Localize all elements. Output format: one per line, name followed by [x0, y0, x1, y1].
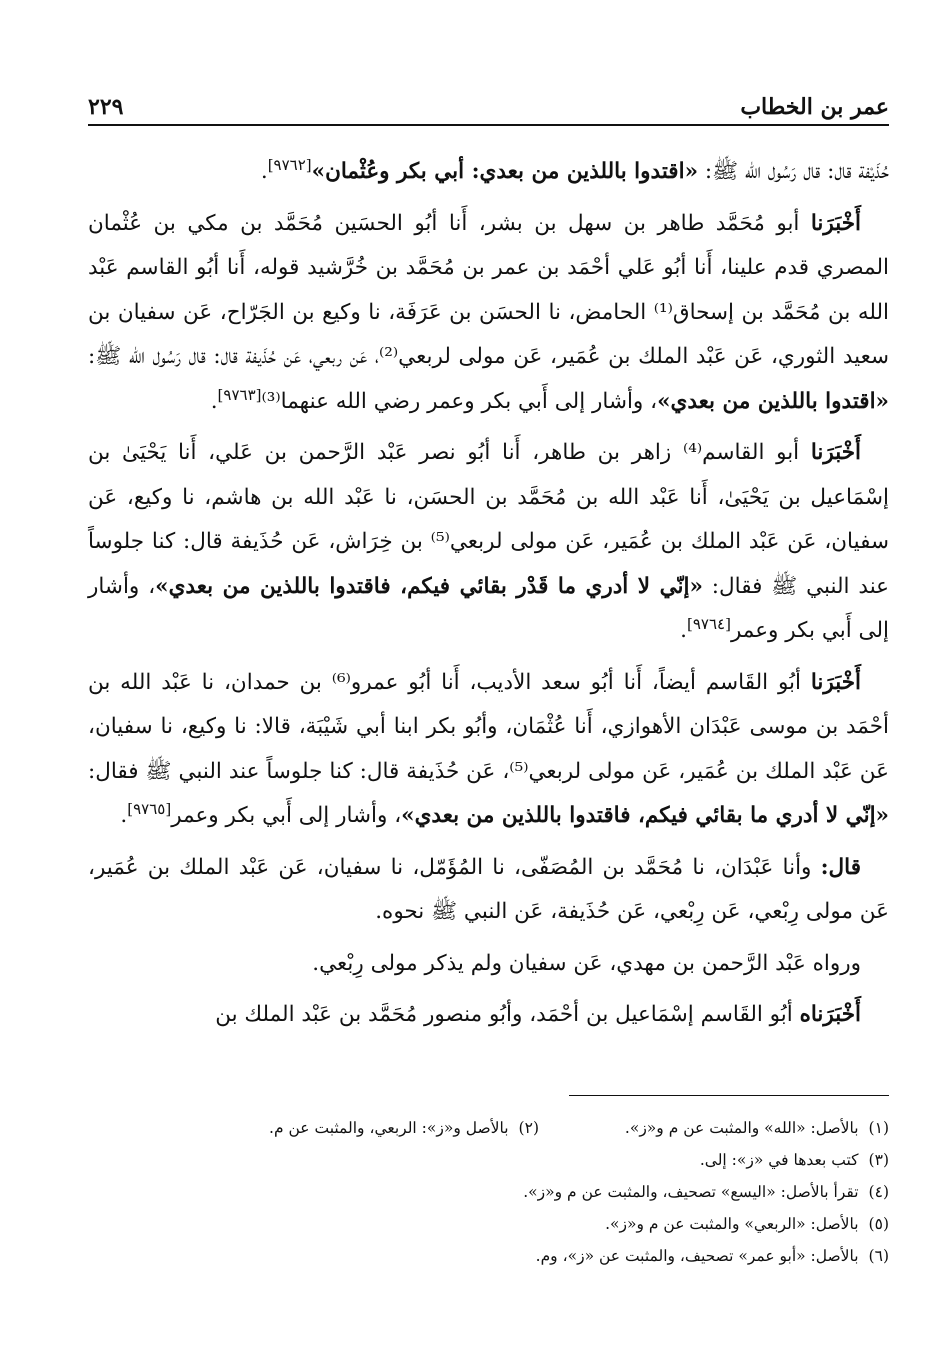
footnote-number: (٢): [518, 1119, 539, 1137]
footnote-5: [88, 1208, 889, 1240]
paragraph-text: ، وأشار إلى أَبي بكر وعمر: [171, 803, 402, 828]
paragraph-lead: أَخْبَرَنا: [810, 669, 861, 695]
paragraph-lead: قال:: [820, 854, 861, 880]
paragraph: [88, 150, 889, 195]
main-text: [88, 150, 889, 1045]
footnote-text: بالأصل و«ز»: الربعي، والمثبت عن م.: [269, 1119, 509, 1137]
paragraph: [88, 942, 889, 987]
paragraph-end: .: [680, 618, 687, 643]
paragraph-end: .: [210, 388, 218, 414]
hadith-number: [٩٧٦٥]: [127, 799, 172, 818]
footnote-text: تقرأ بالأصل: «اليسع» تصحيف، والمثبت عن م و«ز».: [523, 1183, 859, 1201]
footnote-number: (٥): [868, 1215, 889, 1233]
hadith-number: [٩٧٦٣]: [217, 385, 262, 404]
paragraph-text: ورواه عَبْد الرَّحمن بن مهدي، عَن سفيان ولم يذكر مولى رِبْعي.: [312, 950, 861, 976]
footnote-6: [88, 1240, 889, 1272]
footnote-1: [599, 1112, 889, 1144]
footnote-text: بالأصل: «الله» والمثبت عن م و«ز».: [624, 1119, 859, 1137]
footnote-number: (٦): [868, 1247, 889, 1265]
hadith-quote: «اقتدوا باللذين من بعدي»: [657, 388, 889, 414]
footnote-number: (٤): [868, 1183, 889, 1201]
hadith-quote: «اقتدوا باللذين من بعدي: أبي بكر وعُثْمان»: [311, 159, 699, 184]
hadith-quote: «إنّي لا أدري ما قَدْر بقائي فيكم، فاقتدوا باللذين من بعدي»: [155, 573, 703, 599]
paragraph-end: .: [260, 159, 268, 184]
paragraph-lead: أَخْبَرَنا: [810, 440, 861, 465]
paragraph: [88, 661, 889, 839]
page-number: ٢٢٩: [88, 94, 124, 120]
paragraph: [88, 993, 889, 1038]
hadith-number: [٩٧٦٤]: [686, 614, 731, 633]
footnotes: [88, 1112, 889, 1272]
paragraph: [88, 431, 889, 654]
paragraph-text: وأنا عَبْدَان، نا مُحَمَّد بن المُصَفّى، نا المُؤَمّل، نا سفيان، عَن عَبْد الملك بن عُمَير، عَن مولى رِبْعي، عَن رِبْعي، عَن حُذَيفة، عَن النبي ﷺ نحوه.: [88, 854, 889, 924]
paragraph: [88, 202, 889, 425]
paragraph: [88, 846, 889, 935]
paragraph-text: أبُو القَاسم إسْمَاعيل بن أحْمَد، وأبُو منصور مُحَمَّد بن عَبْد الملك بن: [215, 1002, 800, 1027]
paragraph-text: حُذَيْفة قال: قال رَسُول الله ﷺ:: [698, 159, 889, 184]
paragraph-text: أبو مُحَمَّد طاهر بن سهل بن بشر، أَنا أبُو الحسَين مُحَمَّد بن مكي بن عُثْمان المصري قدم علينا، أَنا أبُو عَلي أحْمَد بن عمر بن مُحَمَّد بن خُرَّشيد قوله، أَنا أبُو القاسم عَبْد الله بن مُحَمَّد بن إسحاق⁽¹⁾ الحامض، نا الحسَن بن عَرَفَة، نا وكيع بن الجَرّاح، عَن سفيان بن سعيد الثوري، عَن عَبْد الملك بن عُمَير، عَن مولى لربعي⁽²⁾، عَن ربعي، عَن حُذَيفة قال: قال رَسُول الله ﷺ:: [88, 210, 889, 369]
paragraph-lead: أَخْبَرَناه: [799, 1002, 861, 1027]
footnote-4: [88, 1176, 889, 1208]
paragraph-text: أبو القاسم⁽⁴⁾ زاهر بن طاهر، أَنا أبُو نصر عَبْد الرَّحمن بن عَلي، أَنا يَحْيَىٰ بن إسْمَاعيل بن يَحْيَىٰ، أَنا عَبْد الله بن مُحَمَّد بن الحسَن، نا عَبْد الله بن هاشم، نا وكيع، عَن سفيان، عَن عَبْد الملك بن عُمَير، عَن مولى لربعي⁽⁵⁾ بن خِرَاش، عَن حُذَيفة قال: كنا جلوساً عند النبي ﷺ فقال:: [88, 440, 890, 599]
footnote-number: (١): [868, 1119, 889, 1137]
paragraph-text: ، وأشار إلى أَبي بكر وعمر رضي الله عنهما⁽³⁾: [261, 388, 658, 414]
paragraph-text: أبُو القَاسم أيضاً، أَنا أبُو سعد الأديب، أَنا أبُو عمرو⁽⁶⁾ بن حمدان، نا عَبْد الله بن أحْمَد بن موسى عَبْدَان الأهوازي، أَنا عُثْمَان، وأبُو بكر ابنا أبي شَيْبَة، قالا: نا وكيع، نا سفيان، عَن عَبْد الملك بن عُمَير، عَن مولى لربعي⁽⁵⁾، عَن حُذَيفة قال: كنا جلوساً عند النبي ﷺ فقال:: [88, 669, 889, 784]
footnote-text: كتب بعدها في «ز»: إلى.: [699, 1151, 859, 1169]
footnote-3: [88, 1144, 889, 1176]
hadith-number: [٩٧٦٢]: [267, 155, 312, 174]
footnote-divider: [569, 1095, 889, 1096]
running-title: عمر بن الخطاب: [740, 94, 889, 120]
paragraph-lead: أَخْبَرَنا: [810, 210, 861, 236]
paragraph-end: .: [120, 803, 128, 828]
footnote-text: بالأصل: «الربعي» والمثبت عن م و«ز».: [605, 1215, 859, 1233]
paragraph-text: ، وأشار إلى أَبي بكر وعمر: [88, 573, 889, 643]
footnote-row: [88, 1112, 889, 1144]
footnote-2: [269, 1112, 539, 1144]
hadith-quote: «إنّي لا أدري ما بقائي فيكم، فاقتدوا باللذين من بعدي»: [401, 803, 889, 828]
footnote-number: (٣): [868, 1151, 889, 1169]
footnote-text: بالأصل: «أبو عمر» تصحيف، والمثبت عن «ز»، وم.: [535, 1247, 859, 1265]
page-header: [88, 90, 889, 126]
